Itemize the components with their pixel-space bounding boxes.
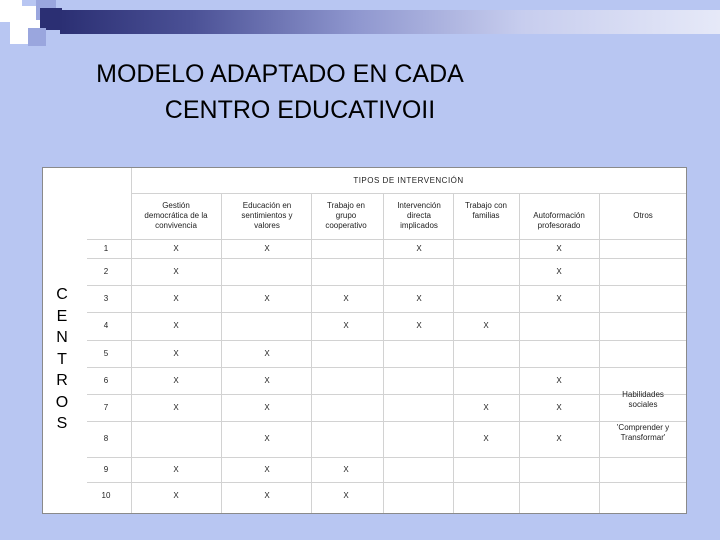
mark-cell: X	[173, 464, 179, 474]
mark-cell: X	[416, 293, 422, 303]
slide-title	[40, 56, 520, 128]
table-grid-line	[453, 193, 454, 513]
decor-square	[28, 28, 46, 46]
column-header: Trabajo en grupo cooperativo	[325, 201, 367, 230]
table-grid-line	[87, 285, 686, 286]
table-grid-line	[87, 482, 686, 483]
table-grid-line	[87, 340, 686, 341]
mark-cell: X	[264, 434, 270, 443]
row-number: 10	[101, 490, 111, 500]
table-grid-line	[87, 457, 686, 458]
table-grid-line	[87, 421, 686, 422]
column-header: Otros	[633, 211, 653, 220]
mark-cell: X	[264, 402, 270, 412]
mark-cell: X	[556, 402, 562, 412]
table-grid-line	[87, 367, 686, 368]
side-label-letter: O	[55, 393, 69, 411]
mark-cell: X	[483, 434, 489, 443]
title-line-1: MODELO ADAPTADO EN CADA	[96, 60, 464, 88]
table-grid-line	[87, 239, 686, 240]
mark-cell: X	[343, 293, 349, 303]
column-header: Trabajo con familias	[465, 201, 507, 220]
table-main-header: TIPOS DE INTERVENCIÓN	[353, 176, 464, 185]
mark-cell: X	[556, 375, 562, 385]
mark-cell: X	[173, 293, 179, 303]
mark-cell: X	[264, 243, 270, 253]
table-grid-line	[87, 312, 686, 313]
table-grid-line	[87, 394, 686, 395]
mark-cell: X	[483, 402, 489, 412]
mark-cell: X	[343, 321, 349, 330]
mark-cell: X	[173, 243, 179, 253]
mark-cell: X	[343, 464, 349, 474]
side-label-letter: C	[56, 286, 68, 303]
column-header: Intervención directa implicados	[397, 201, 441, 230]
table-grid-line	[311, 193, 312, 513]
mark-cell: X	[173, 490, 179, 500]
table-grid-line	[87, 258, 686, 259]
side-label-letter: N	[56, 329, 68, 346]
side-label-letter: E	[56, 307, 68, 325]
row-number: 2	[103, 266, 109, 276]
row-number: 5	[103, 348, 109, 358]
mark-cell: X	[416, 243, 422, 253]
decor-square	[0, 0, 22, 22]
row-number: 4	[103, 321, 109, 330]
intervention-table	[42, 167, 687, 514]
row-number: 6	[103, 375, 109, 385]
mark-cell: X	[556, 243, 562, 253]
table-grid-line	[131, 193, 686, 194]
row-number: 1	[103, 243, 109, 253]
side-label-letter: T	[57, 350, 67, 368]
table-grid-line	[221, 193, 222, 513]
column-header: Autoformación profesorado	[533, 211, 585, 230]
side-label-letter: S	[56, 415, 68, 432]
column-header: Educación en sentimientos y valores	[241, 201, 293, 230]
title-line-2: CENTRO EDUCATIVOII	[164, 96, 436, 124]
table-grid-line	[599, 193, 600, 513]
mark-cell: X	[264, 490, 270, 500]
mark-cell: X	[264, 375, 270, 385]
mark-cell: X	[173, 375, 179, 385]
row-number: 3	[103, 293, 109, 303]
mark-cell: X	[173, 266, 179, 276]
mark-cell: X	[173, 321, 179, 330]
column-header: Gestión democrática de la convivencia	[144, 201, 208, 230]
mark-cell: X	[416, 321, 422, 330]
row-number: 7	[103, 402, 109, 412]
other-note: 'Comprender y Transformar'	[616, 423, 670, 442]
other-note: Habilidades sociales	[622, 389, 664, 409]
mark-cell: X	[483, 321, 489, 330]
mark-cell: X	[264, 348, 270, 358]
mark-cell: X	[264, 293, 270, 303]
mark-cell: X	[173, 402, 179, 412]
table-grid-line	[383, 193, 384, 513]
row-number: 9	[103, 464, 109, 474]
mark-cell: X	[343, 490, 349, 500]
mark-cell: X	[556, 434, 562, 443]
side-label-letter: R	[56, 372, 68, 389]
row-number: 8	[103, 434, 109, 443]
mark-cell: X	[264, 464, 270, 474]
decor-square	[40, 8, 62, 30]
mark-cell: X	[556, 293, 562, 303]
header-gradient-bar	[60, 10, 720, 34]
mark-cell: X	[556, 266, 562, 276]
side-label-centros	[50, 284, 74, 436]
mark-cell: X	[173, 348, 179, 358]
table-grid-line	[519, 193, 520, 513]
